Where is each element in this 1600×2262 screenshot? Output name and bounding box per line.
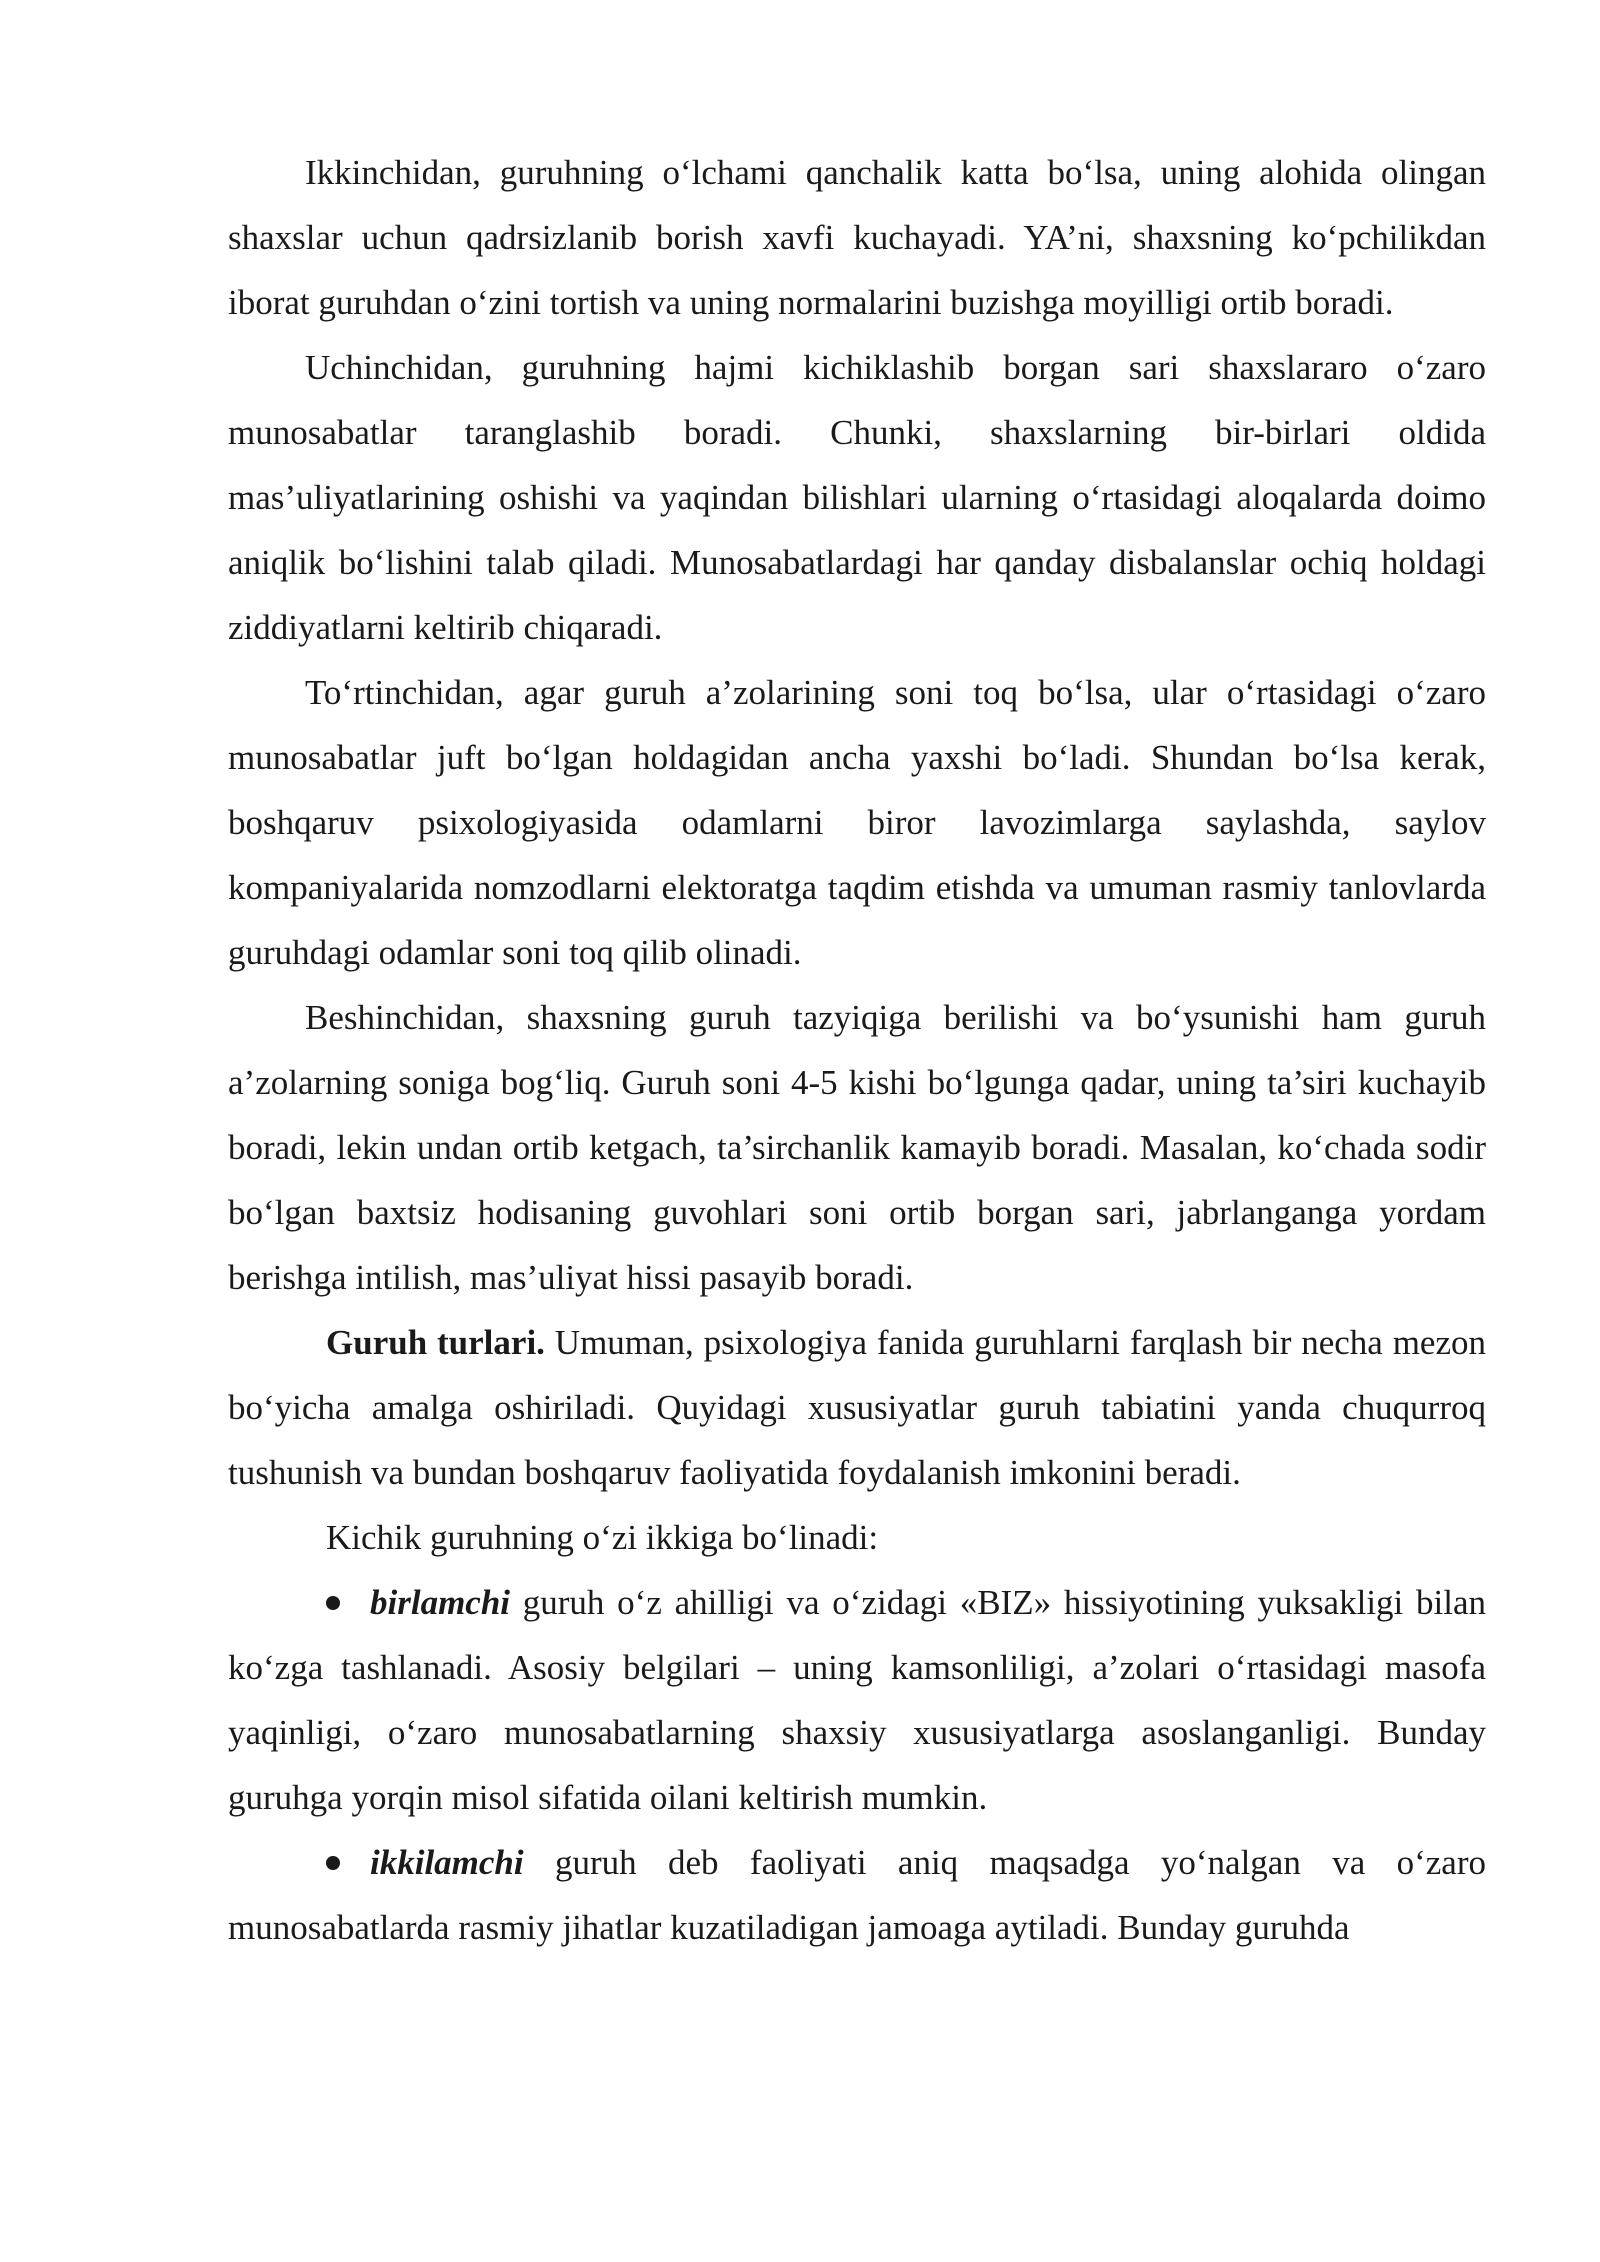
section-heading-guruh-turlari: Guruh turlari. bbox=[326, 1323, 545, 1362]
paragraph-beshinchidan: Beshinchidan, shaxsning guruh tazyiqiga berilishi va bo‘ysunishi ham guruh a’zolarning soniga bog‘liq. Guruh soni 4-5 kishi bo‘lgunga qadar, uning ta’siri kuchayib boradi, lekin undan ortib ketgach, ta’sirchanlik kamayib boradi. Masalan, ko‘chada sodir bo‘lgan baxtsiz hodisaning guvohlari soni ortib borgan sari, jabrlanganga yordam berishga intilish, mas’uliyat hissi pasayib boradi. bbox=[228, 998, 1486, 1297]
paragraph-ikkinchidan: Ikkinchidan, guruhning o‘lchami qanchalik katta bo‘lsa, uning alohida olingan shaxslar uchun qadrsizlanib borish xavfi kuchayadi. YA’ni, shaxsning ko‘pchilikdan iborat guruhdan o‘zini tortish va uning normalarini buzishga moyilligi ortib boradi. bbox=[228, 153, 1486, 322]
bullet-item-birlamchi bbox=[228, 1570, 1486, 1830]
bullet-term-ikkilamchi: ikkilamchi bbox=[370, 1843, 524, 1882]
paragraph-uchinchidan: Uchinchidan, guruhning hajmi kichiklashib borgan sari shaxslararo o‘zaro munosabatlar taranglashib boradi. Chunki, shaxslarning bir-birlari oldida mas’uliyatlarining oshishi va yaqindan bilishlari ularning o‘rtasidagi aloqalarda doimo aniqlik bo‘lishini talab qiladi. Munosabatlardagi har qanday disbalanslar ochiq holdagi ziddiyatlarni keltirib chiqaradi. bbox=[228, 348, 1486, 647]
document-page bbox=[228, 140, 1486, 1960]
bullet-dot-icon bbox=[326, 1596, 340, 1610]
bullet-text-birlamchi: guruh o‘z ahilligi va o‘zidagi «BIZ» hissiyotining yuksakligi bilan ko‘zga tashlanadi. Asosiy belgilari – uning kamsonliligi, a’zolari o‘rtasidagi masofa yaqinligi, o‘zaro munosabatlarning shaxsiy xususiyatlarga asoslanganligi. Bunday guruhga yorqin misol sifatida oilani keltirish mumkin. bbox=[228, 1583, 1486, 1817]
bullet-text-ikkilamchi: guruh deb faoliyati aniq maqsadga yo‘nalgan va o‘zaro munosabatlarda rasmiy jihatlar kuzatiladigan jamoaga aytiladi. Bunday guruhda bbox=[228, 1843, 1486, 1947]
bullet-term-birlamchi: birlamchi bbox=[370, 1583, 511, 1622]
paragraph-tortinchidan: To‘rtinchidan, agar guruh a’zolarining soni toq bo‘lsa, ular o‘rtasidagi o‘zaro munosabatlar juft bo‘lgan holdagidan ancha yaxshi bo‘ladi. Shundan bo‘lsa kerak, boshqaruv psixologiyasida odamlarni biror lavozimlarga saylashda, saylov kompaniyalarida nomzodlarni elektoratga taqdim etishda va umuman rasmiy tanlovlarda guruhdagi odamlar soni toq qilib olinadi. bbox=[228, 673, 1486, 972]
paragraph-intro-line: Kichik guruhning o‘zi ikkiga bo‘linadi: bbox=[326, 1518, 879, 1557]
section-text-guruh-turlari: Umuman, psixologiya fanida guruhlarni farqlash bir necha mezon bo‘yicha amalga oshiriladi. Quyidagi xususiyatlar guruh tabiatini yanda chuqurroq tushunish va bundan boshqaruv faoliyatida foydalanish imkonini beradi. bbox=[228, 1323, 1486, 1492]
paragraph-guruh-turlari bbox=[228, 1310, 1486, 1505]
bullet-item-ikkilamchi bbox=[228, 1830, 1486, 1960]
bullet-dot-icon bbox=[326, 1856, 340, 1870]
